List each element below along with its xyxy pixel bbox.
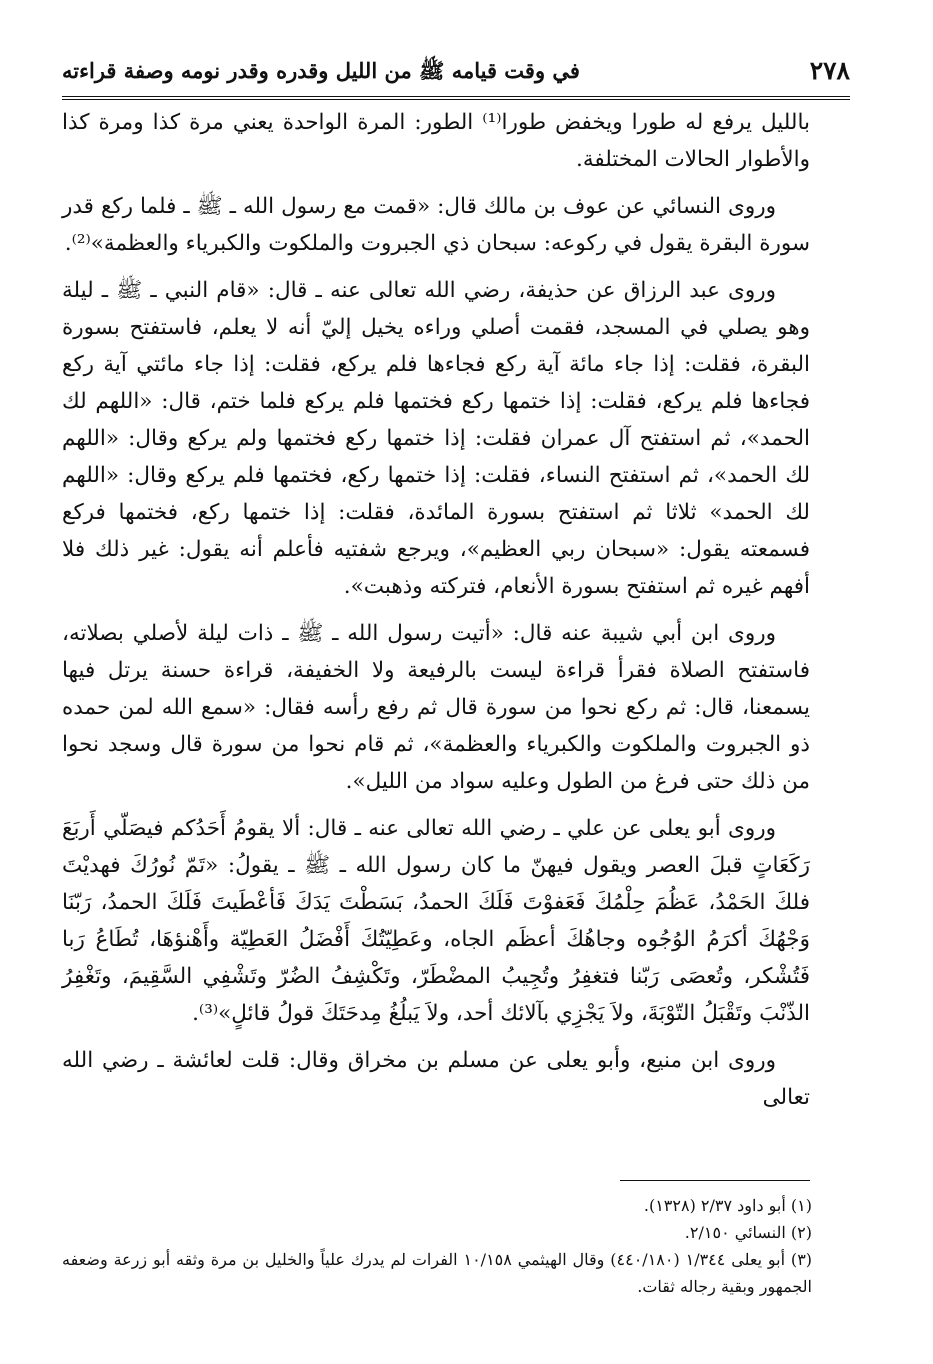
- footnotes: [62, 1192, 812, 1300]
- header-rule: [62, 96, 850, 100]
- paragraph: وروى ابن أبي شيبة عنه قال: «أتيت رسول الله ـ ﷺ ـ ذات ليلة لأصلي بصلاته، فاستفتح الصلاة فقرأ قراءة ليست بالرفيعة ولا الخفيفة، قراءة حسنة يرتل فيها يسمعنا، قال: ثم ركع نحوا من سورة قال ثم رفع رأسه فقال: «سمع الله لمن حمده ذو الجبروت والملكوت والكبرياء والعظمة»، ثم قام نحوا من سورة قال وسجد نحوا من ذلك حتى فرغ من الطول وعليه سواد من الليل».: [62, 621, 810, 794]
- page-header: [62, 54, 850, 94]
- paragraph: وروى ابن منيع، وأبو يعلى عن مسلم بن مخراق وقال: قلت لعائشة ـ رضي الله تعالى: [62, 1048, 810, 1110]
- paragraph: وروى أبو يعلى عن علي ـ رضي الله تعالى عنه ـ قال: ألا يقومُ أَحَدُكم فيصَلّي أَربَعَ رَكَعَاتٍ قبلَ العصر ويقول فيهنّ ما كان رسول الله ـ ﷺ ـ يقولُ: «تَمّ نُورُكَ فهديْتَ فلكَ الحَمْدُ، عَظُمَ حِلْمُكَ فَعَفوْتَ فَلَكَ الحمدُ، بَسَطْتَ يَدَكَ فَأعْطَيتَ فَلَكَ الحمدُ، رَبّنَا وَجْهُكَ أكرَمُ الوُجُوه وجاهُكَ أعظَم الجاه، وعَطِيّتُكَ أَفْضَلُ العَطِيّة وأَهْنؤهَا، تُطَاعُ رَبا فَتُشْكر، وتُعصَى رَبّنا فتغفِرُ وتُجِيبُ المضْطَرّ، وتَكْشِفُ الضُرّ وتَشْفِي السَّقِيمَ، وتَغْفِرُ الذّنْبَ وتَقْبَلُ التّوْبَةَ، ولاَ يَجْزِي بآلائك أحد، ولاَ يَبلُغُ مِدحَتَكَ قولُ قائلٍ»⁽³⁾.: [62, 816, 810, 1026]
- footnote: (٣) أبو يعلى ١/٣٤٤ (٤٤٠/١٨٠) وقال الهيثمي ١٠/١٥٨ الفرات لم يدرك علياً والخليل بن مرة وثقه أبو زرعة وضعفه الجمهور وبقية رجاله ثقات.: [62, 1250, 813, 1296]
- footnote-rule: [620, 1180, 810, 1181]
- paragraph: وروى النسائي عن عوف بن مالك قال: «قمت مع رسول الله ـ ﷺ ـ فلما ركع قدر سورة البقرة يقول في ركوعه: سبحان ذي الجبروت والملكوت والكبرياء والعظمة»⁽²⁾.: [62, 194, 810, 256]
- paragraph: بالليل يرفع له طورا ويخفض طورا⁽¹⁾ الطور: المرة الواحدة يعني مرة كذا ومرة كذا والأطوار الحالات المختلفة.: [62, 110, 810, 172]
- main-text: [62, 104, 810, 1126]
- footnote: (١) أبو داود ٢/٣٧ (١٣٢٨).: [643, 1196, 812, 1215]
- running-title: في وقت قيامه ﷺ من الليل وقدره وقدر نومه وصفة قراءته: [62, 58, 580, 83]
- footnote: (٢) النسائي ٢/١٥٠.: [684, 1223, 812, 1242]
- paragraph: وروى عبد الرزاق عن حذيفة، رضي الله تعالى عنه ـ قال: «قام النبي ـ ﷺ ـ ليلة وهو يصلي في المسجد، فقمت أصلي وراءه يخيل إليّ أنه لا يعلم، فاستفتح بسورة البقرة، فقلت: إذا جاء مائة آية ركع فجاءها فلم يركع، فقلت: إذا جاء مائتي آية ركع فجاءها فلم يركع، فقلت: إذا ختمها ركع فختمها فلم يركع فلما ختم، قال: «اللهم لك الحمد»، ثم استفتح آل عمران فقلت: إذا ختمها ركع فختمها ولم يركع وقال: «اللهم لك الحمد»، ثم استفتح النساء، فقلت: إذا ختمها ركع، فختمها فلم يركع وقال: «اللهم لك الحمد» ثلاثا ثم استفتح بسورة المائدة، فقلت: إذا ختمها ركع، فختمها فركع فسمعته يقول: «سبحان ربي العظيم»، ويرجع شفتيه فأعلم أنه يقول: غير ذلك فلا أفهم غيره ثم استفتح بسورة الأنعام، فتركته وذهبت».: [62, 278, 810, 599]
- page-number: ٢٧٨: [809, 56, 850, 85]
